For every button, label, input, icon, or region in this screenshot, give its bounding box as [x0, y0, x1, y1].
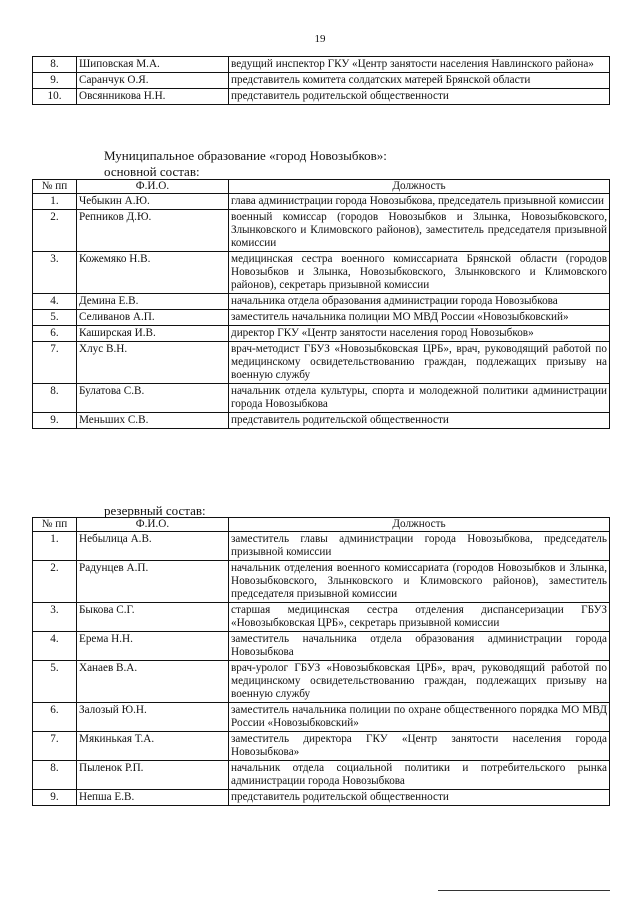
table-row	[33, 603, 610, 632]
top-table-body	[33, 57, 610, 105]
table-row	[33, 384, 610, 413]
header-name: Ф.И.О.	[77, 518, 229, 532]
table-row	[33, 310, 610, 326]
table-row	[33, 210, 610, 252]
header-name: Ф.И.О.	[77, 180, 229, 194]
cell-num: 1.	[33, 194, 77, 210]
cell-num: 5.	[33, 310, 77, 326]
cell-num: 8.	[33, 57, 77, 73]
cell-name: Хлус В.Н.	[77, 342, 229, 384]
table-header-row	[33, 518, 610, 532]
cell-name: Меньших С.В.	[77, 413, 229, 429]
cell-name: Залозый Ю.Н.	[77, 703, 229, 732]
cell-num: 8.	[33, 384, 77, 413]
page-number: 19	[314, 33, 326, 45]
reserve-table-body	[33, 532, 610, 806]
cell-num: 3.	[33, 603, 77, 632]
cell-position: начальника отдела образования администрации города Новозыбкова	[229, 294, 610, 310]
table-row	[33, 790, 610, 806]
table-row	[33, 761, 610, 790]
cell-position: военный комиссар (городов Новозыбков и Злынка, Новозыбковского, Злынковского и Климовского районов), заместитель председателя призывной комиссии	[229, 210, 610, 252]
cell-position: врач-методист ГБУЗ «Новозыбковская ЦРБ», врач, руководящий работой по медицинскому освидетельствованию граждан, подлежащих призыву на военную службу	[229, 342, 610, 384]
cell-position: заместитель главы администрации города Новозыбкова, председатель призывной комиссии	[229, 532, 610, 561]
table-row	[33, 632, 610, 661]
cell-position: заместитель начальника полиции по охране общественного порядка МО МВД России «Новозыбковский»	[229, 703, 610, 732]
table-row	[33, 252, 610, 294]
table-row	[33, 89, 610, 105]
reserve-composition-table	[32, 517, 610, 806]
table-row	[33, 326, 610, 342]
table-row	[33, 703, 610, 732]
cell-num: 7.	[33, 342, 77, 384]
main-composition-table	[32, 179, 610, 429]
table-row	[33, 661, 610, 703]
cell-name: Небылица А.В.	[77, 532, 229, 561]
cell-position: представитель родительской общественности	[229, 413, 610, 429]
table-row	[33, 57, 610, 73]
cell-name: Селиванов А.П.	[77, 310, 229, 326]
cell-num: 4.	[33, 294, 77, 310]
cell-name: Ханаев В.А.	[77, 661, 229, 703]
cell-num: 2.	[33, 561, 77, 603]
cell-position: начальник отдела культуры, спорта и молодежной политики администрации города Новозыбкова	[229, 384, 610, 413]
header-num: № пп	[33, 518, 77, 532]
cell-name: Шиповская М.А.	[77, 57, 229, 73]
cell-num: 7.	[33, 732, 77, 761]
municipality-heading: Муниципальное образование «город Новозыбков»:	[104, 148, 387, 163]
cell-position: заместитель начальника полиции МО МВД России «Новозыбковский»	[229, 310, 610, 326]
cell-name: Чебыкин А.Ю.	[77, 194, 229, 210]
reserve-composition-heading: резервный состав:	[104, 503, 206, 518]
cell-num: 6.	[33, 703, 77, 732]
cell-position: старшая медицинская сестра отделения диспансеризации ГБУЗ «Новозыбковская ЦРБ», секретарь призывной комиссии	[229, 603, 610, 632]
cell-name: Кожемяко Н.В.	[77, 252, 229, 294]
header-position: Должность	[229, 518, 610, 532]
main-table-body	[33, 194, 610, 429]
cell-name: Радунцев А.П.	[77, 561, 229, 603]
cell-position: представитель родительской общественности	[229, 790, 610, 806]
top-continuation-table	[32, 56, 610, 105]
cell-position: заместитель начальника отдела образования администрации города Новозыбкова	[229, 632, 610, 661]
table-row	[33, 73, 610, 89]
cell-name: Демина Е.В.	[77, 294, 229, 310]
cell-position: представитель родительской общественности	[229, 89, 610, 105]
table-row	[33, 532, 610, 561]
cell-position: представитель комитета солдатских матерей Брянской области	[229, 73, 610, 89]
cell-name: Быкова С.Г.	[77, 603, 229, 632]
table-row	[33, 413, 610, 429]
table-row	[33, 561, 610, 603]
cell-position: начальник отделения военного комиссариата (городов Новозыбков и Злынка, Новозыбковского, Злынковского и Климовского районов), заместитель председателя призывной комиссии	[229, 561, 610, 603]
cell-name: Репников Д.Ю.	[77, 210, 229, 252]
bottom-rule	[438, 890, 610, 891]
cell-name: Булатова С.В.	[77, 384, 229, 413]
cell-num: 1.	[33, 532, 77, 561]
cell-name: Мякинькая Т.А.	[77, 732, 229, 761]
cell-name: Ерема Н.Н.	[77, 632, 229, 661]
main-composition-heading: основной состав:	[104, 164, 200, 179]
cell-num: 9.	[33, 790, 77, 806]
cell-num: 9.	[33, 73, 77, 89]
header-position: Должность	[229, 180, 610, 194]
cell-position: медицинская сестра военного комиссариата Брянской области (городов Новозыбков и Злынка, Новозыбковского, Злынковского и Климовского районов), секретарь призывной комиссии	[229, 252, 610, 294]
cell-num: 9.	[33, 413, 77, 429]
table-header-row	[33, 180, 610, 194]
cell-name: Овсянникова Н.Н.	[77, 89, 229, 105]
cell-name: Пыленок Р.П.	[77, 761, 229, 790]
cell-position: врач-уролог ГБУЗ «Новозыбковская ЦРБ», врач, руководящий работой по медицинскому освидетельствованию граждан, подлежащих призыву на военную службу	[229, 661, 610, 703]
cell-num: 3.	[33, 252, 77, 294]
cell-position: начальник отдела социальной политики и потребительского рынка администрации города Новозыбкова	[229, 761, 610, 790]
table-row	[33, 194, 610, 210]
cell-num: 8.	[33, 761, 77, 790]
cell-position: глава администрации города Новозыбкова, председатель призывной комиссии	[229, 194, 610, 210]
cell-num: 2.	[33, 210, 77, 252]
cell-name: Каширская И.В.	[77, 326, 229, 342]
header-num: № пп	[33, 180, 77, 194]
table-row	[33, 732, 610, 761]
cell-name: Саранчук О.Я.	[77, 73, 229, 89]
cell-name: Непша Е.В.	[77, 790, 229, 806]
cell-num: 4.	[33, 632, 77, 661]
table-row	[33, 294, 610, 310]
cell-num: 5.	[33, 661, 77, 703]
cell-position: директор ГКУ «Центр занятости населения город Новозыбков»	[229, 326, 610, 342]
cell-position: ведущий инспектор ГКУ «Центр занятости населения Навлинского района»	[229, 57, 610, 73]
cell-position: заместитель директора ГКУ «Центр занятости населения города Новозыбкова»	[229, 732, 610, 761]
cell-num: 10.	[33, 89, 77, 105]
table-row	[33, 342, 610, 384]
cell-num: 6.	[33, 326, 77, 342]
